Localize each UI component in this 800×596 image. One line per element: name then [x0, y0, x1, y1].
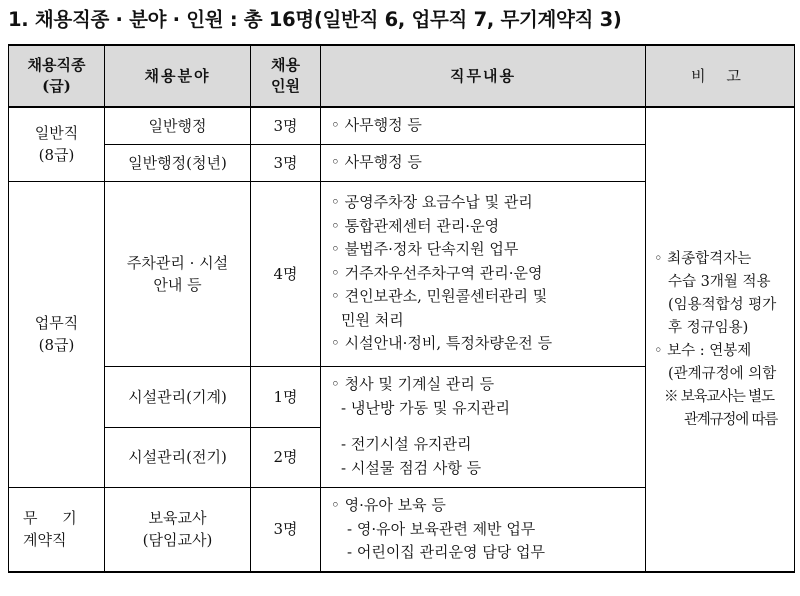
- count-cell: 4명: [251, 181, 321, 366]
- table-row: [9, 107, 795, 144]
- group-indefinite: [9, 487, 105, 572]
- group-general: [9, 107, 105, 181]
- field-line: 안내 등: [153, 275, 202, 294]
- remarks-cell: [646, 107, 795, 572]
- duty-cell: [321, 107, 646, 144]
- duty-cell: [321, 144, 646, 181]
- duty-line: - 영·유아 보육관련 제반 업무: [347, 519, 536, 538]
- field-cell: [105, 181, 251, 366]
- field-line: 보육교사: [148, 509, 207, 528]
- group-general-line1: 일반직: [34, 124, 79, 143]
- group-business: [9, 181, 105, 487]
- field-cell: 시설관리(기계): [105, 366, 251, 427]
- field-cell: 일반행정(청년): [105, 144, 251, 181]
- group-general-line2: (8급): [38, 146, 75, 165]
- count-cell: 1명: [251, 366, 321, 427]
- remarks-line: ◦ 보수 : 연봉제: [654, 342, 752, 359]
- remarks-line: 관계규정에 따름: [684, 411, 778, 428]
- duty-line: ◦ 사무행정 등: [331, 152, 422, 171]
- duty-line: - 시설물 점검 사항 등: [341, 458, 482, 477]
- duty-cell: [321, 366, 646, 427]
- header-field: 채용분야: [105, 45, 251, 107]
- header-job-type-line2: (급): [42, 77, 71, 95]
- remarks-line: ※ 보육교사는 별도: [664, 388, 774, 405]
- header-count: [251, 45, 321, 107]
- page-title: 1. 채용직종 · 분야 · 인원 : 총 16명(일반직 6, 업무직 7, 무기계약직 3): [8, 8, 622, 31]
- duty-line: ◦ 불법주·정차 단속지원 업무: [331, 240, 519, 259]
- remarks-line: (임용적합성 평가: [668, 296, 777, 313]
- group-indefinite-line2: 계약직: [23, 531, 67, 550]
- duty-line: ◦ 시설안내·정비, 특정차량운전 등: [331, 334, 553, 353]
- duty-line: ◦ 거주자우선주차구역 관리·운영: [331, 263, 543, 282]
- header-duties: 직무내용: [321, 45, 646, 107]
- remarks-line: 후 정규임용): [668, 319, 749, 336]
- header-remarks: 비 고: [646, 45, 795, 107]
- field-cell: [105, 487, 251, 572]
- field-line: 주차관리 · 시설: [126, 253, 229, 272]
- duty-line: ◦ 통합관제센터 관리·운영: [331, 216, 500, 235]
- count-cell: 3명: [251, 144, 321, 181]
- duty-cell: [321, 181, 646, 366]
- header-count-line1: 채용: [271, 56, 300, 74]
- duty-line: ◦ 영·유아 보육 등: [331, 496, 446, 514]
- count-cell: 3명: [251, 107, 321, 144]
- duty-line: 민원 처리: [341, 310, 404, 329]
- count-cell: 3명: [251, 487, 321, 572]
- recruitment-table: [8, 44, 795, 573]
- duty-cell: [321, 487, 646, 572]
- count-cell: 2명: [251, 427, 321, 487]
- remarks-line: (관계규정에 의함: [668, 365, 777, 382]
- table-header-row: [9, 45, 795, 107]
- group-business-line1: 업무직: [34, 314, 79, 332]
- remarks-line: 수습 3개월 적용: [668, 273, 771, 290]
- header-job-type: [9, 45, 105, 107]
- field-line: (담임교사): [142, 531, 213, 550]
- header-count-line2: 인원: [271, 77, 300, 95]
- duty-line: - 냉난방 가동 및 유지관리: [341, 398, 511, 417]
- remarks-line: ◦ 최종합격자는: [654, 250, 752, 267]
- duty-line: - 어린이집 관리운영 담당 업무: [347, 543, 546, 561]
- duty-line: - 전기시설 유지관리: [341, 435, 472, 454]
- duty-line: ◦ 청사 및 기계실 관리 등: [331, 375, 495, 394]
- field-cell: 시설관리(전기): [105, 427, 251, 487]
- group-business-line2: (8급): [38, 336, 75, 354]
- duty-line: ◦ 견인보관소, 민원콜센터관리 및: [331, 287, 548, 306]
- duty-line: ◦ 공영주차장 요금수납 및 관리: [331, 193, 533, 212]
- duty-cell: [321, 427, 646, 487]
- header-job-type-line1: 채용직종: [27, 56, 86, 74]
- field-cell: 일반행정: [105, 107, 251, 144]
- duty-line: ◦ 사무행정 등: [331, 116, 422, 134]
- group-indefinite-line1: 무 기: [23, 509, 87, 528]
